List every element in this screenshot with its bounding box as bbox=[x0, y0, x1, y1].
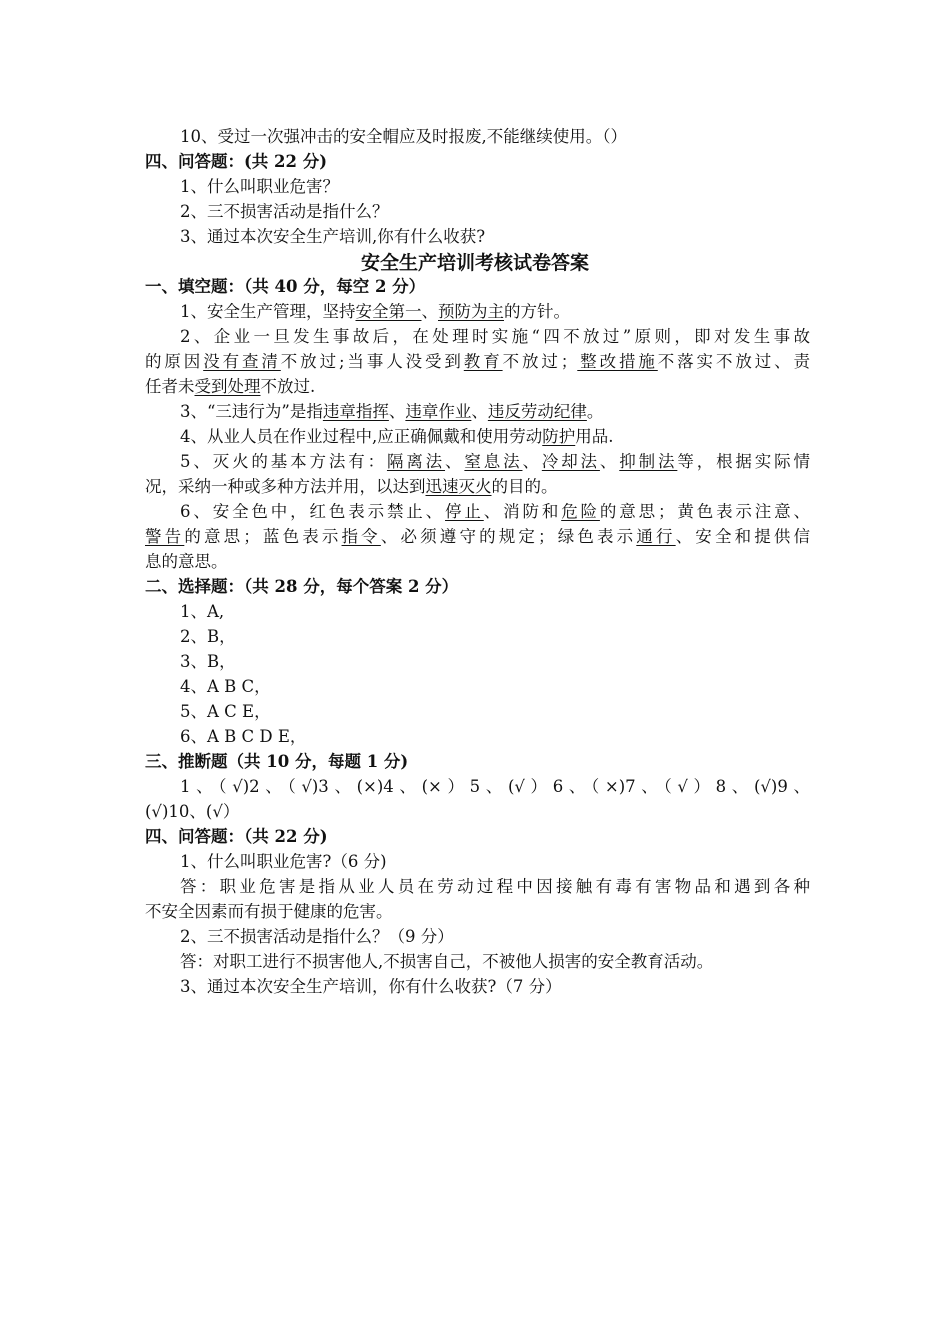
answer-blank: 防护 bbox=[542, 427, 576, 446]
top-question-2: 2、三不损害活动是指什么？ bbox=[180, 202, 389, 221]
section-1-title: 一、填空题：（共 40 分，每空 2 分） bbox=[145, 277, 426, 296]
text: 不落实不放过、责 bbox=[657, 352, 811, 371]
text: 不放过;当事人没受到 bbox=[280, 352, 464, 371]
top-question-1: 1、什么叫职业危害？ bbox=[180, 177, 339, 196]
fill-answer-3 bbox=[180, 399, 810, 424]
text: 6、安全色中，红色表示禁止、 bbox=[180, 502, 446, 521]
top-section-4-title: 四、问答题：(共 22 分) bbox=[145, 152, 328, 171]
text: 、消防和 bbox=[483, 502, 562, 521]
text: 的目的。 bbox=[491, 477, 558, 496]
text: 、 bbox=[421, 302, 438, 321]
answer-blank: 抑制法 bbox=[619, 452, 678, 471]
fill-answer-6-line-1 bbox=[180, 499, 810, 524]
top-question-3: 3、通过本次安全生产培训,你有什么收获? bbox=[180, 227, 486, 246]
section-4-title: 四、问答题：（共 22 分) bbox=[145, 827, 328, 846]
answer-blank: 危险 bbox=[561, 502, 600, 521]
answer-blank: 窒息法 bbox=[464, 452, 523, 471]
text: 5、灭火的基本方法有： bbox=[180, 452, 387, 471]
fill-answer-1 bbox=[180, 299, 810, 324]
answer-blank: 迅速灭火 bbox=[425, 477, 492, 496]
text: 3、“三违行为”是指 bbox=[180, 402, 323, 421]
answer-title: 安全生产培训考核试卷答案 bbox=[360, 252, 589, 274]
choice-answer: 5、A C E， bbox=[180, 702, 271, 721]
fill-answer-5-line-2 bbox=[145, 474, 810, 499]
section-3-title: 三、推断题（共 10 分，每题 1 分) bbox=[145, 752, 409, 771]
text: 等，根据实际情 bbox=[677, 452, 810, 471]
text: 的方针。 bbox=[504, 302, 570, 321]
fill-answer-5-line-1 bbox=[180, 449, 810, 474]
qa-question-2: 2、三不损害活动是指什么？（9 分） bbox=[180, 927, 454, 946]
answer-blank: 指令 bbox=[341, 527, 381, 546]
fill-answer-6-line-2 bbox=[145, 524, 810, 549]
answer-blank: 违章指挥 bbox=[322, 402, 389, 421]
qa-answer-1-line-2: 不安全因素而有损于健康的危害。 bbox=[145, 902, 393, 921]
text: 况，采纳一种或多种方法并用，以达到 bbox=[145, 477, 426, 496]
text: 。 bbox=[586, 402, 604, 421]
text: 1、安全生产管理，坚持 bbox=[180, 302, 356, 321]
judgement-answers-line-1: 1、（√)2、（√)3、(×)4、(×）5、(√）6、（×)7、（√）8、(√)9、 bbox=[180, 777, 810, 796]
fill-answer-4 bbox=[180, 424, 810, 449]
choice-answer: 1、A, bbox=[180, 602, 225, 621]
answer-blank: 预防为主 bbox=[438, 302, 504, 321]
text: 、必须遵守的规定；绿色表示 bbox=[380, 527, 637, 546]
answer-blank: 冷却法 bbox=[541, 452, 600, 471]
qa-answer-2: 答：对职工进行不损害他人,不损害自己，不被他人损害的安全教育活动。 bbox=[180, 952, 714, 971]
text: 的意思；蓝色表示 bbox=[184, 527, 342, 546]
answer-blank: 停止 bbox=[445, 502, 484, 521]
top-question-10: 10、受过一次强冲击的安全帽应及时报废,不能继续使用。（） bbox=[180, 127, 627, 146]
choice-answer: 4、A B C， bbox=[180, 677, 271, 696]
choice-answer: 2、B， bbox=[180, 627, 236, 646]
text: 、安全和提供信 bbox=[675, 527, 811, 546]
text: 的原因 bbox=[145, 352, 204, 371]
text: 、 bbox=[599, 452, 620, 471]
answer-blank: 违反劳动纪律 bbox=[487, 402, 587, 421]
fill-answer-6-line-3: 息的意思。 bbox=[145, 552, 228, 571]
answer-blank: 警告 bbox=[145, 527, 185, 546]
answer-blank: 没有查清 bbox=[203, 352, 281, 371]
section-2-title: 二、选择题：（共 28 分，每个答案 2 分） bbox=[145, 577, 459, 596]
judgement-answers-line-2: (√)10、(√） bbox=[145, 802, 240, 821]
answer-blank: 隔离法 bbox=[386, 452, 446, 471]
qa-answer-1-line-1: 答：职业危害是指从业人员在劳动过程中因接触有毒有害物品和遇到各种 bbox=[180, 877, 810, 896]
text: 、 bbox=[471, 402, 488, 421]
fill-answer-2-line-3 bbox=[145, 374, 810, 399]
fill-answer-2-line-1: 2、企业一旦发生事故后，在处理时实施“四不放过”原则，即对发生事故 bbox=[180, 327, 810, 346]
answer-blank: 安全第一 bbox=[355, 302, 422, 321]
fill-answer-2-line-2 bbox=[145, 349, 810, 374]
answer-blank: 受到处理 bbox=[194, 377, 261, 396]
text: 不放过. bbox=[260, 377, 316, 396]
text: 用品. bbox=[575, 427, 614, 446]
text: 任者未 bbox=[145, 377, 195, 396]
text: 的意思；黄色表示注意、 bbox=[599, 502, 810, 521]
qa-question-3: 3、通过本次安全生产培训，你有什么收获?（7 分） bbox=[180, 977, 562, 996]
text: 、 bbox=[522, 452, 542, 471]
answer-blank: 教育 bbox=[463, 352, 503, 371]
answer-blank: 通行 bbox=[636, 527, 676, 546]
text: 、 bbox=[445, 452, 465, 471]
text: 4、从业人员在作业过程中,应正确佩戴和使用劳动 bbox=[180, 427, 543, 446]
choice-answer: 6、A B C D E， bbox=[180, 727, 307, 746]
choice-answer: 3、B， bbox=[180, 652, 236, 671]
answer-blank: 整改措施 bbox=[577, 352, 658, 371]
answer-blank: 违章作业 bbox=[405, 402, 472, 421]
qa-question-1: 1、什么叫职业危害?（6 分) bbox=[180, 852, 387, 871]
text: 不放过； bbox=[502, 352, 578, 371]
text: 、 bbox=[388, 402, 406, 421]
